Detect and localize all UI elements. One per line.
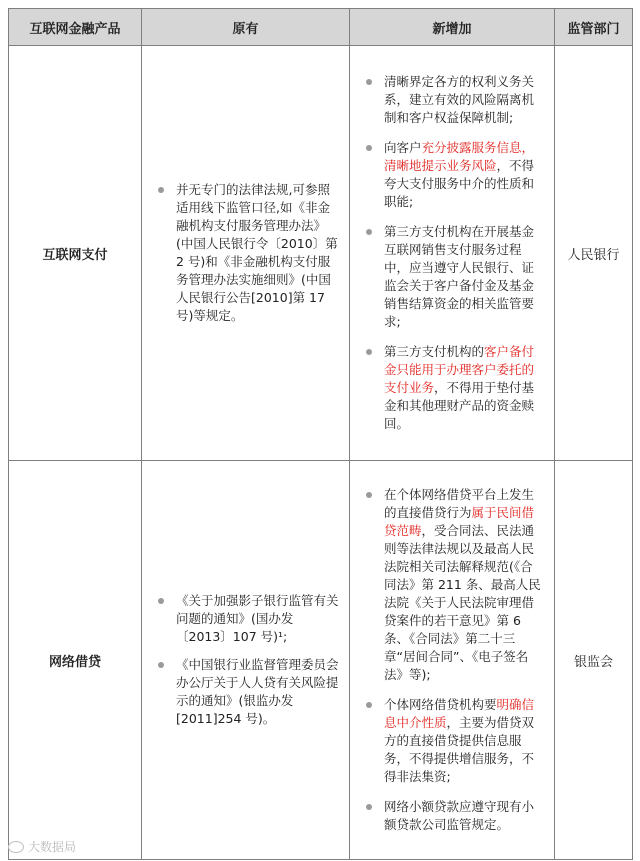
bullet-icon: [158, 187, 164, 193]
original-item: 《关于加强影子银行监管有关问题的通知》(国办发〔2013〕107 号)¹;: [156, 592, 339, 646]
watermark: [8, 838, 76, 855]
bullet-icon: [366, 492, 372, 498]
agency-cell: 人民银行: [555, 46, 633, 461]
bullet-icon: [366, 702, 372, 708]
header-agency: 监管部门: [555, 9, 633, 46]
new-item: 个体网络借贷机构要明确信息中介性质，主要为借贷双方的直接借贷提供信息服务，不得提供增信服务，不得非法集资;: [364, 696, 544, 786]
highlight-text: 充分披露服务信息，清晰地提示业务风险: [384, 140, 535, 173]
bullet-icon: [158, 662, 164, 668]
highlight-text: 明确信息中介性质: [384, 697, 535, 730]
new-item: 在个体网络借贷平台上发生的直接借贷行为属于民间借贷范畴，受合同法、民法通则等法律法规以及最高人民法院相关司法解释规范(《合同法》第 211 条、最高人民法院《关于人民法院审理借贷案件的若干意见》第 6 条、《合同法》第二十三章“居间合同”、《电子签名法》等);: [364, 486, 544, 684]
new-item: 向客户充分披露服务信息，清晰地提示业务风险，不得夸大支付服务中介的性质和职能;: [364, 139, 544, 211]
header-original: 原有: [142, 9, 350, 46]
chat-bubble-icon: [8, 841, 24, 853]
original-item: 《中国银行业监督管理委员会办公厅关于人人贷有关风险提示的通知》(银监办发[2011]254 号)。: [156, 656, 339, 728]
product-cell: 网络借贷: [9, 461, 142, 860]
agency-cell: 银监会: [555, 461, 633, 860]
bullet-icon: [158, 598, 164, 604]
new-item: 第三方支付机构的客户备付金只能用于办理客户委托的支付业务，不得用于垫付基金和其他理财产品的资金赎回。: [364, 343, 544, 433]
bullet-icon: [366, 804, 372, 810]
table-row-p2p-lending: [9, 461, 633, 860]
highlight-text: 客户备付金只能用于办理客户委托的支付业务: [384, 344, 535, 395]
highlight-text: 属于民间借贷范畴: [384, 505, 535, 538]
table-row-internet-payment: [9, 46, 633, 461]
watermark-text: 大数据局: [28, 840, 77, 854]
regulation-table: [8, 8, 633, 860]
product-cell: 互联网支付: [9, 46, 142, 461]
bullet-icon: [366, 145, 372, 151]
header-product: 互联网金融产品: [9, 9, 142, 46]
original-item: 并无专门的法律法规,可参照适用线下监管口径,如《非金融机构支付服务管理办法》(中国人民银行令〔2010〕第 2 号)和《非金融机构支付服务管理办法实施细则》(中国人民银行公告[2010]第 17 号)等规定。: [156, 181, 339, 325]
bullet-icon: [366, 349, 372, 355]
bullet-icon: [366, 79, 372, 85]
original-cell: [142, 46, 350, 461]
header-row: [9, 9, 633, 46]
new-item: 网络小额贷款应遵守现有小额贷款公司监管规定。: [364, 798, 544, 834]
new-cell: [350, 46, 555, 461]
new-item: 第三方支付机构在开展基金互联网销售支付服务过程中，应当遵守人民银行、证监会关于客户备付金及基金销售结算资金的相关监管要求;: [364, 223, 544, 331]
bullet-icon: [366, 229, 372, 235]
new-cell: [350, 461, 555, 860]
original-cell: [142, 461, 350, 860]
new-item: 清晰界定各方的权利义务关系，建立有效的风险隔离机制和客户权益保障机制;: [364, 73, 544, 127]
header-new: 新增加: [350, 9, 555, 46]
